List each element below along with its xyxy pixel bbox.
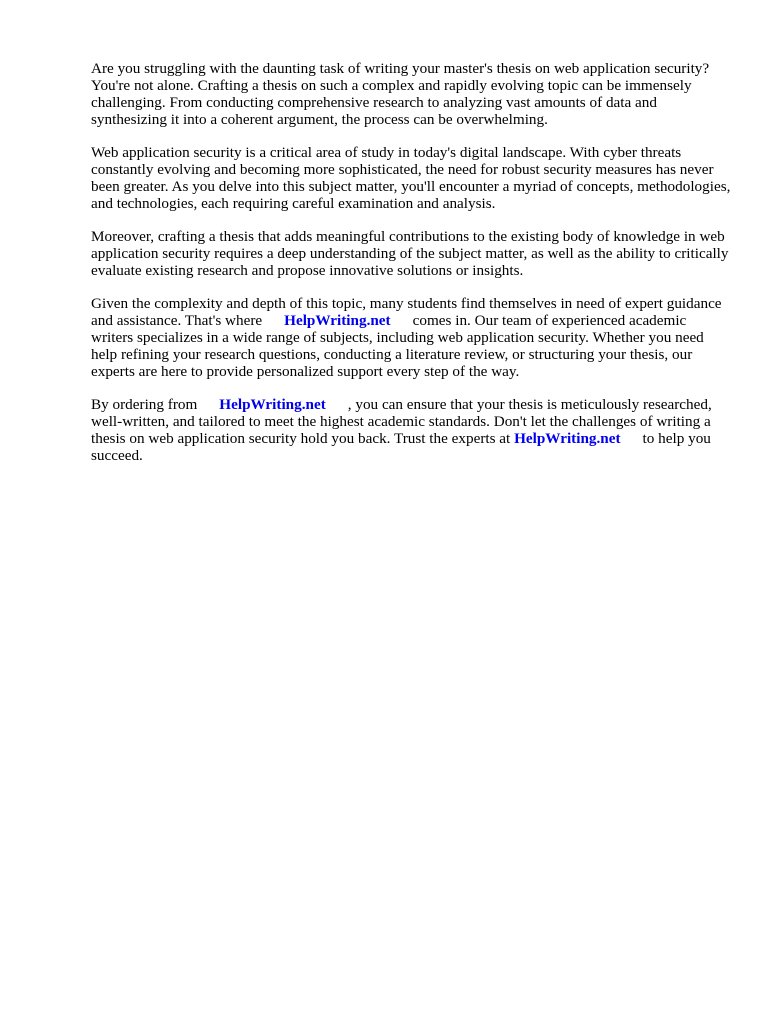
paragraph-ordering-text-before: By ordering from: [91, 396, 198, 413]
helpwriting-link-ordering[interactable]: HelpWriting.net: [219, 396, 326, 413]
paragraph-intro: Are you struggling with the daunting task of writing your master's thesis on web application security? You're not alone. Crafting a thesis on such a complex and rapidly evolving topic can be immensely challenging. From conducting comprehensive research to analyzing vast amounts of data and synthesizing it into a coherent argument, the process can be overwhelming.: [91, 60, 710, 128]
paragraph-web-security: Web application security is a critical area of study in today's digital landscape. With cyber threats constantly evolving and becoming more sophisticated, the need for robust security measures has never been greater. As you delve into this subject matter, you'll encounter a myriad of concepts, methodologies, and technologies, each requiring careful examination and analysis.: [91, 144, 731, 212]
helpwriting-link-experts[interactable]: HelpWriting.net: [514, 430, 621, 447]
paragraph-ordering: [91, 396, 731, 464]
paragraph-guidance-text-before: Given the complexity and depth of this topic, many students find themselves in need of expert guidance and assistance. That's where: [91, 295, 722, 329]
helpwriting-link[interactable]: HelpWriting.net: [284, 312, 391, 329]
paragraph-guidance: [91, 295, 731, 380]
paragraph-ordering-text-after: to help you succeed.: [91, 430, 711, 464]
paragraph-ordering-text-middle: , you can ensure that your thesis is meticulously researched, well-written, and tailored to meet the highest academic standards. Don't let the challenges of writing a thesis on web application security hold you back. Trust the experts at: [91, 396, 712, 447]
paragraph-guidance-text-after: comes in. Our team of experienced academic writers specializes in a wide range of subjects, including web application security. Whether you need help refining your research questions, conducting a literature review, or structuring your thesis, our experts are here to provide personalized support every step of the way.: [91, 312, 704, 380]
document-body: [91, 60, 731, 480]
paragraph-moreover: Moreover, crafting a thesis that adds meaningful contributions to the existing body of knowledge in web application security requires a deep understanding of the subject matter, as well as the ability to critically evaluate existing research and propose innovative solutions or insights.: [91, 228, 729, 279]
